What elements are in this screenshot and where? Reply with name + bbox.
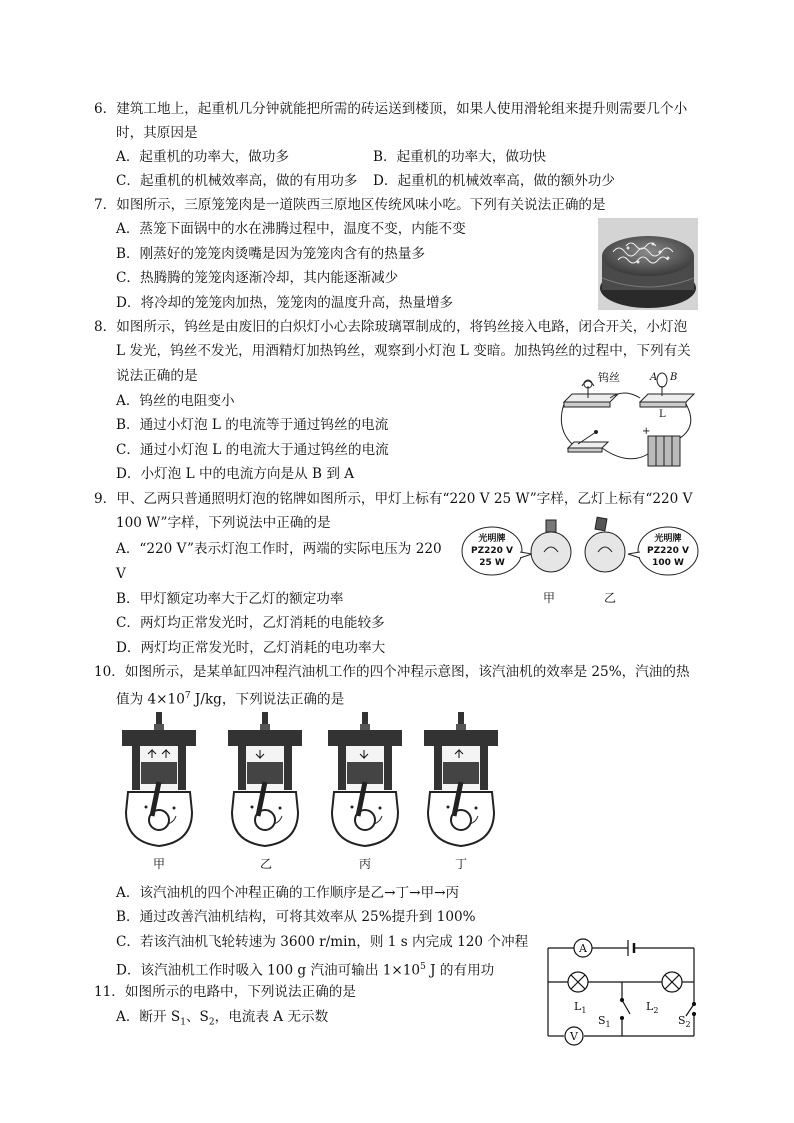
yi-power-text: 100 W [652, 558, 684, 568]
terminal-b-label: B [670, 372, 678, 383]
q8-stem-line3: 说法正确的是 [116, 368, 198, 384]
q6-option-d: D．起重机的机械效率高，做的额外功少 [373, 173, 615, 189]
q11-circuit-figure [542, 932, 702, 1050]
q9-stem-line2: 100 W”字样，下列说法中正确的是 [116, 515, 331, 531]
q8-option-b: B．通过小灯泡 L 的电流等于通过钨丝的电流 [116, 417, 389, 433]
steamed-meat-photo [598, 218, 698, 310]
q6-option-a: A．起重机的功率大，做功多 [116, 149, 289, 165]
jia-power-text: 25 W [479, 558, 505, 568]
engine-stroke-jia [122, 712, 196, 846]
q10-option-d: D．该汽油机工作时吸入 100 g 汽油可输出 $1\times 10^5$ J 的有用功 [116, 962, 495, 979]
lamp-l1-label: $L_1$ [574, 1000, 587, 1015]
jia-model-text: PZ220 V [470, 546, 514, 556]
q9-option-d: D．两灯均正常发光时，乙灯消耗的电功率大 [116, 640, 386, 656]
lamp-l-label: L [659, 409, 666, 420]
lamp-l2-label: $L_2$ [646, 1000, 659, 1015]
q9-option-c: C．两灯均正常发光时，乙灯消耗的电能较多 [116, 615, 385, 631]
q9-option-a-line2: V [116, 566, 126, 582]
q6-option-c: C．起重机的机械效率高，做的有用功多 [116, 173, 358, 189]
q10-stem-line2: 值为 $4\times 10^7$ J/kg，下列说法正确的是 [116, 691, 345, 708]
stroke-label-jia: 甲 [152, 857, 166, 871]
q8-option-c: C．通过小灯泡 L 的电流大于通过钨丝的电流 [116, 442, 389, 458]
q9-option-b: B．甲灯额定功率大于乙灯的额定功率 [116, 591, 344, 607]
yi-model-text: PZ220 V [646, 546, 690, 556]
yi-brand-text: 光明牌 [654, 534, 682, 544]
q8-stem-line1: 8．如图所示，钨丝是由废旧的白炽灯小心去除玻璃罩制成的，将钨丝接入电路，闭合开关，小灯泡 [94, 319, 688, 335]
yi-bulb-label: 乙 [603, 591, 617, 605]
q6-stem-line2: 时，其原因是 [116, 125, 198, 141]
tungsten-label: 钨丝 [598, 371, 620, 384]
engine-stroke-bing [328, 712, 402, 846]
engine-stroke-ding [424, 712, 498, 846]
q7-stem: 7．如图所示，三原笼笼肉是一道陕西三原地区传统风味小吃。下列有关说法正确的是 [94, 197, 606, 213]
q6-option-b: B．起重机的功率大，做功快 [373, 149, 547, 165]
q7-option-c: C．热腾腾的笼笼肉逐渐冷却，其内能逐渐减少 [116, 270, 399, 286]
q10-stem-line1: 10．如图所示，是某单缸四冲程汽油机工作的四个冲程示意图，该汽油机的效率是 25%，汽油的热 [94, 664, 690, 680]
switch-s1-label: $S_1$ [598, 1014, 611, 1029]
q9-option-a-line1: A．“220 V”表示灯泡工作时，两端的实际电压为 220 [116, 541, 442, 557]
stroke-label-yi: 乙 [259, 857, 273, 871]
q8-option-d: D．小灯泡 L 中的电流方向是从 B 到 A [116, 466, 355, 482]
jia-brand-text: 光明牌 [478, 534, 506, 544]
q10-option-b: B．通过改善汽油机结构，可将其效率从 25%提升到 100% [116, 909, 476, 925]
q10-option-a: A．该汽油机的四个冲程正确的工作顺序是乙→丁→甲→丙 [116, 885, 460, 901]
jia-bulb-label: 甲 [542, 591, 556, 605]
q6-stem-line1: 6．建筑工地上，起重机几分钟就能把所需的砖运送到楼顶，如果人使用滑轮组来提升则需要几个小 [94, 101, 688, 117]
tungsten-circuit-figure [558, 368, 700, 472]
terminal-a-label: A [650, 372, 658, 383]
svg-text:+: + [642, 426, 651, 437]
engine-strokes-figure [118, 712, 498, 874]
q8-stem-line2: L 发光，钨丝不发光，用酒精灯加热钨丝，观察到小灯泡 L 变暗。加热钨丝的过程中，下列有关 [116, 343, 691, 359]
voltmeter-symbol-label: V [570, 1030, 578, 1043]
q7-option-d: D．将冷却的笼笼肉加热，笼笼肉的温度升高，热量增多 [116, 295, 454, 311]
q7-option-b: B．刚蒸好的笼笼肉烫嘴是因为笼笼肉含有的热量多 [116, 246, 426, 262]
stroke-label-ding: 丁 [454, 857, 468, 871]
engine-stroke-yi [228, 712, 302, 846]
bulbs-nameplate-figure [460, 516, 700, 608]
q10-option-c: C．若该汽油机飞轮转速为 3600 r/min，则 1 s 内完成 120 个冲程 [116, 934, 529, 950]
q8-option-a: A．钨丝的电阻变小 [116, 393, 235, 409]
q7-option-a: A．蒸笼下面锅中的水在沸腾过程中，温度不变，内能不变 [116, 221, 466, 237]
q11-stem: 11．如图所示的电路中，下列说法正确的是 [94, 984, 356, 1000]
ammeter-symbol-label: A [579, 942, 587, 955]
stroke-label-bing: 丙 [358, 857, 372, 871]
q9-stem-line1: 9．甲、乙两只普通照明灯泡的铭牌如图所示，甲灯上标有“220 V 25 W”字样，乙灯上标有“220 V [94, 491, 693, 507]
q11-option-a: A．断开 $S_1$、$S_2$，电流表 A 无示数 [116, 1009, 329, 1028]
switch-s2-label: $S_2$ [678, 1014, 691, 1029]
